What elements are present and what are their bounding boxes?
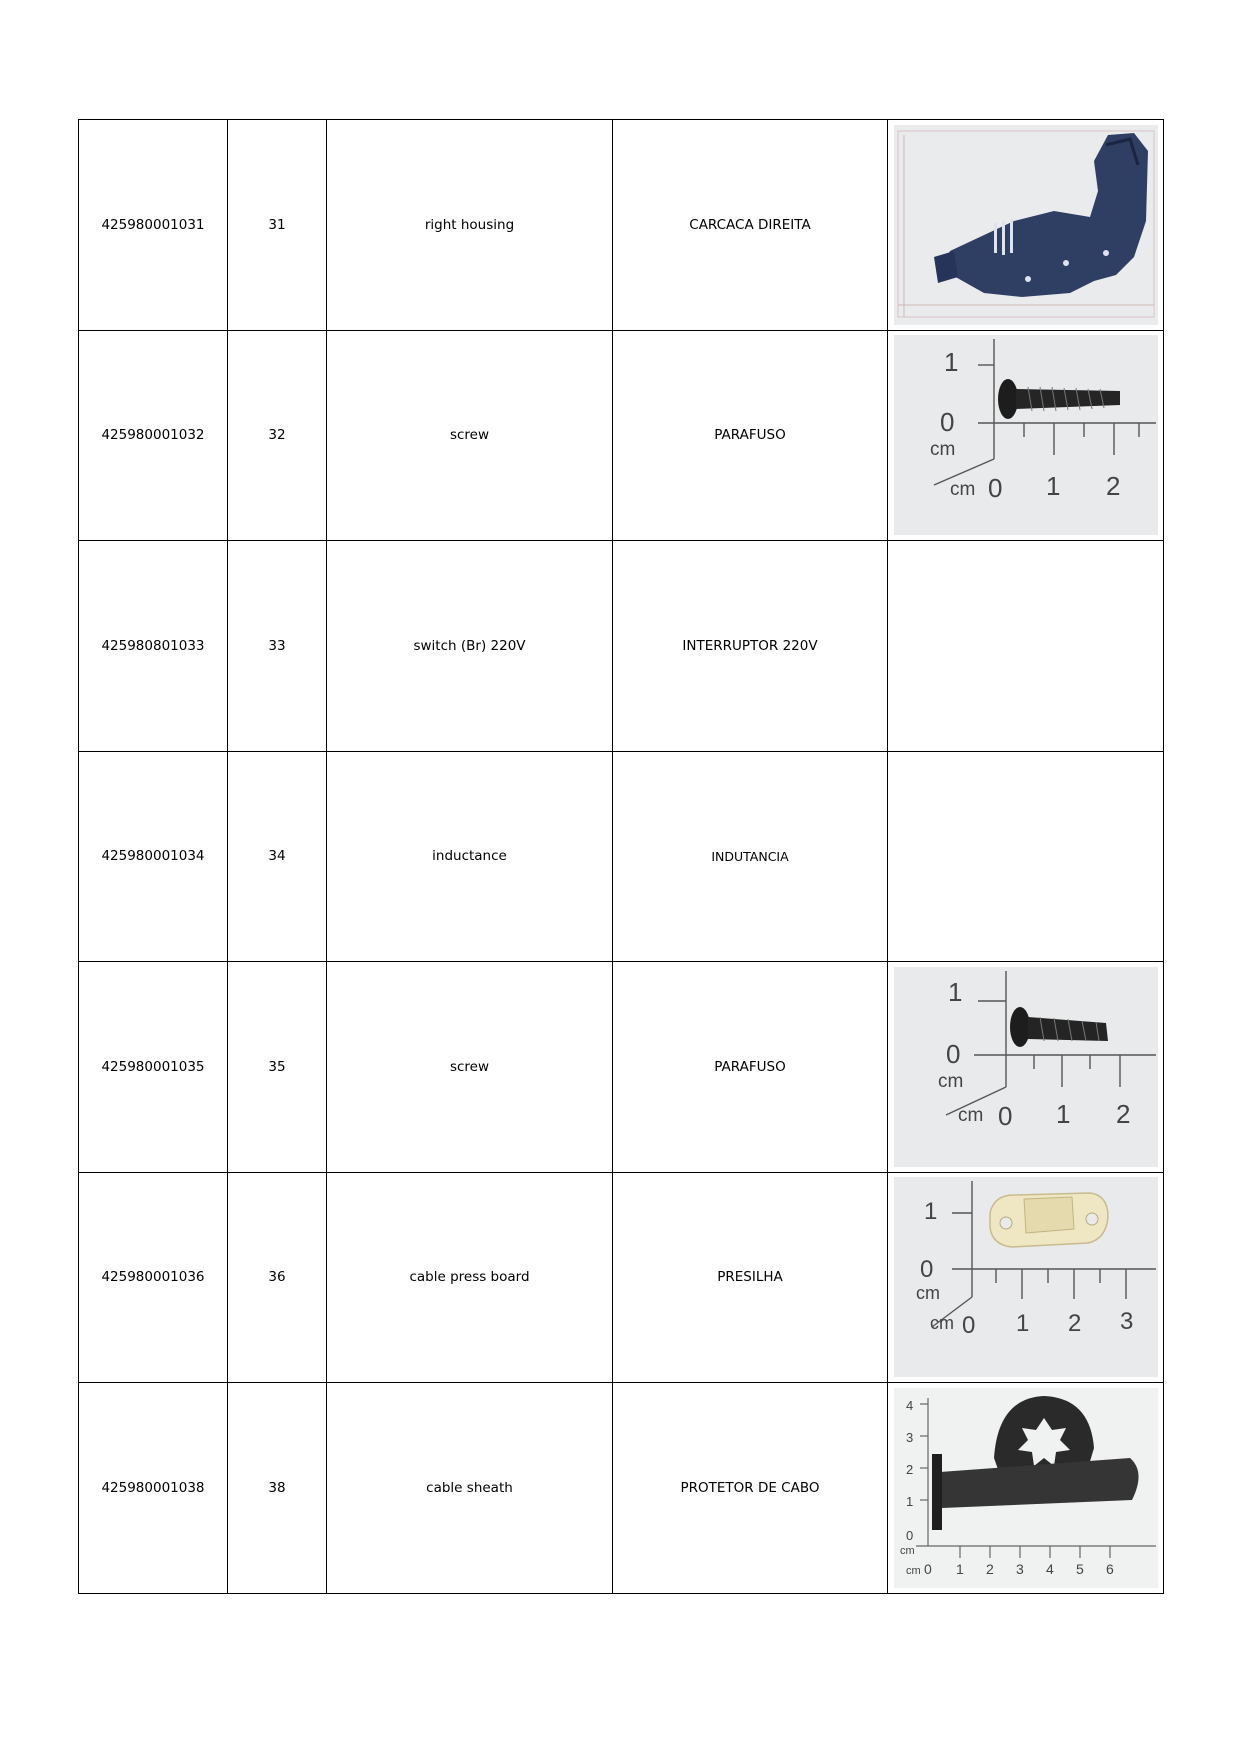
table-row xyxy=(79,330,1164,541)
scale-label: 3 xyxy=(1119,1308,1133,1336)
scale-label: 0 xyxy=(923,1560,932,1577)
screw-photo xyxy=(894,335,1158,535)
scale-label: 4 xyxy=(1045,1560,1054,1577)
part-code: 425980801033 xyxy=(79,541,228,752)
description-pt: PARAFUSO xyxy=(613,330,888,541)
scale-label: cm xyxy=(905,1564,921,1577)
scale-label: cm xyxy=(929,1313,954,1334)
sheath-photo xyxy=(894,1388,1158,1588)
position-number: 38 xyxy=(228,1383,327,1594)
part-photo-cell xyxy=(888,751,1164,962)
description-en: screw xyxy=(327,330,613,541)
description-en: switch (Br) 220V xyxy=(327,541,613,752)
scale-label: 2 xyxy=(985,1560,994,1577)
position-number: 36 xyxy=(228,1172,327,1383)
position-number: 34 xyxy=(228,751,327,962)
position-number: 31 xyxy=(228,120,327,331)
scale-label: 1 xyxy=(947,976,962,1007)
scale-label: 1 xyxy=(955,1560,964,1577)
scale-label: 1 xyxy=(923,1198,937,1226)
part-photo-cell xyxy=(888,541,1164,752)
scale-label: 1 xyxy=(943,347,958,378)
description-pt: INDUTANCIA xyxy=(613,751,888,962)
description-en: inductance xyxy=(327,751,613,962)
description-en: cable sheath xyxy=(327,1383,613,1594)
part-code: 425980001032 xyxy=(79,330,228,541)
table-row xyxy=(79,1383,1164,1594)
description-pt: PROTETOR DE CABO xyxy=(613,1383,888,1594)
scale-label: 0 xyxy=(939,407,954,438)
scale-label: 6 xyxy=(1105,1560,1114,1577)
scale-label: 1 xyxy=(1015,1310,1029,1338)
description-pt: INTERRUPTOR 220V xyxy=(613,541,888,752)
part-code: 425980001034 xyxy=(79,751,228,962)
scale-label: 0 xyxy=(905,1527,913,1543)
description-en: screw xyxy=(327,962,613,1173)
table-row xyxy=(79,751,1164,962)
scale-label: cm xyxy=(957,1104,983,1126)
description-pt: PRESILHA xyxy=(613,1172,888,1383)
clip-photo xyxy=(894,1177,1158,1377)
table-row xyxy=(79,962,1164,1173)
scale-label: 2 xyxy=(1115,1098,1130,1129)
scale-label: 1 xyxy=(1055,1098,1070,1129)
scale-label: 4 xyxy=(905,1397,913,1413)
table-row xyxy=(79,1172,1164,1383)
part-photo-cell xyxy=(888,1172,1164,1383)
parts-table xyxy=(78,119,1164,1594)
housing-photo xyxy=(894,125,1158,325)
part-photo-cell xyxy=(888,962,1164,1173)
table-row xyxy=(79,541,1164,752)
part-photo-cell xyxy=(888,330,1164,541)
description-en: right housing xyxy=(327,120,613,331)
scale-label: cm xyxy=(899,1544,915,1557)
screw-photo xyxy=(894,967,1158,1167)
scale-label: 2 xyxy=(905,1461,913,1477)
position-number: 32 xyxy=(228,330,327,541)
position-number: 33 xyxy=(228,541,327,752)
scale-label: 2 xyxy=(1105,471,1120,502)
scale-label: 0 xyxy=(997,1100,1012,1131)
part-code: 425980001038 xyxy=(79,1383,228,1594)
part-photo-cell xyxy=(888,120,1164,331)
scale-label: 3 xyxy=(905,1429,913,1445)
description-pt: CARCACA DIREITA xyxy=(613,120,888,331)
scale-label: 0 xyxy=(987,473,1002,504)
scale-label: cm xyxy=(937,1070,963,1092)
table-row xyxy=(79,120,1164,331)
scale-label: 0 xyxy=(945,1038,960,1069)
position-number: 35 xyxy=(228,962,327,1173)
scale-label: 2 xyxy=(1067,1310,1081,1338)
scale-label: 1 xyxy=(905,1493,913,1509)
scale-label: 3 xyxy=(1015,1560,1024,1577)
scale-label: 1 xyxy=(1045,471,1060,502)
description-en: cable press board xyxy=(327,1172,613,1383)
scale-label: cm xyxy=(949,479,975,501)
scale-label: 0 xyxy=(961,1312,975,1340)
part-photo-cell xyxy=(888,1383,1164,1594)
scale-label: 5 xyxy=(1075,1560,1084,1577)
part-code: 425980001035 xyxy=(79,962,228,1173)
part-code: 425980001031 xyxy=(79,120,228,331)
scale-label: cm xyxy=(915,1283,940,1304)
description-pt: PARAFUSO xyxy=(613,962,888,1173)
scale-label: cm xyxy=(929,439,955,461)
part-code: 425980001036 xyxy=(79,1172,228,1383)
scale-label: 0 xyxy=(919,1256,933,1284)
